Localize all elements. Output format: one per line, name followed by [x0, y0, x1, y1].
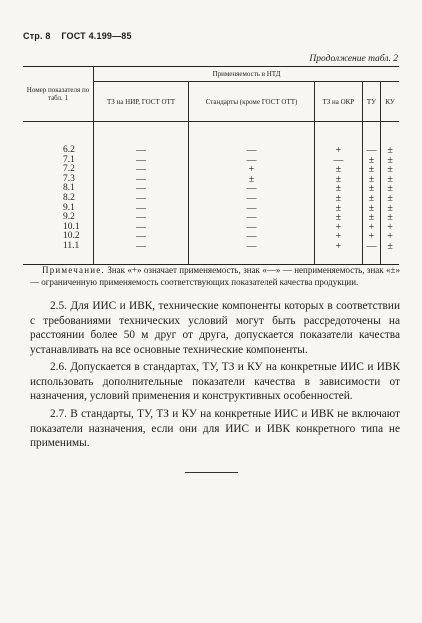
table-row [23, 175, 399, 185]
row-number: 11.1 [23, 242, 94, 252]
column-header-ku: КУ [381, 82, 399, 122]
table-cell: ± [362, 213, 381, 223]
table-cell: — [94, 213, 189, 223]
table-cell: ± [381, 184, 399, 194]
table-cell: ± [189, 175, 315, 185]
applicability-table [23, 66, 399, 265]
table-cell: — [189, 232, 315, 242]
table-row [23, 194, 399, 204]
table-cell: — [94, 184, 189, 194]
table-cell: — [94, 223, 189, 233]
table-cell: — [314, 156, 362, 166]
row-number: 9.2 [23, 213, 94, 223]
paragraph-2-6 [30, 360, 400, 404]
table-cell: — [189, 184, 315, 194]
table-cell: — [94, 165, 189, 175]
table-row [23, 184, 399, 194]
table-cell: ± [314, 194, 362, 204]
table-cell: + [381, 223, 399, 233]
table-cell: — [189, 223, 315, 233]
table-cell: — [189, 242, 315, 252]
table-cell: — [362, 146, 381, 156]
table-cell: ± [362, 194, 381, 204]
row-number: 7.1 [23, 156, 94, 166]
table-cell: + [314, 232, 362, 242]
table-row [23, 156, 399, 166]
table-cell: ± [381, 242, 399, 252]
table-note [30, 264, 400, 288]
table-cell: ± [362, 184, 381, 194]
table-cell: + [362, 232, 381, 242]
table-cell: ± [381, 213, 399, 223]
table-cell: ± [362, 156, 381, 166]
table-row [23, 204, 399, 214]
row-number: 7.2 [23, 165, 94, 175]
table-cell: — [189, 156, 315, 166]
end-rule [185, 472, 238, 473]
table-cell: ± [362, 165, 381, 175]
table-cell: ± [314, 175, 362, 185]
column-header-tu: ТУ [362, 82, 381, 122]
column-header-indicator: Номер показателя по табл. 1 [23, 67, 94, 122]
table-cell: ± [381, 165, 399, 175]
table-continuation-label: Продолжение табл. 2 [309, 54, 398, 64]
table-cell: — [189, 146, 315, 156]
paragraph-text: 2.6. Допускается в стандартах, ТУ, ТЗ и КУ на конкретные ИИС и ИВК использовать дополнительные показатели качества в зависимости от назначения, условий применения и конструктивных особенностей. [30, 361, 400, 403]
table-cell: ± [362, 175, 381, 185]
table-cell: ± [314, 184, 362, 194]
table-cell: ± [314, 204, 362, 214]
row-number: 7.3 [23, 175, 94, 185]
table-cell: — [362, 242, 381, 252]
table-cell: — [94, 204, 189, 214]
table-cell: — [189, 194, 315, 204]
table-cell: — [94, 242, 189, 252]
table-cell: + [189, 165, 315, 175]
table-cell: ± [381, 175, 399, 185]
row-number: 9.1 [23, 204, 94, 214]
table-cell: — [94, 232, 189, 242]
paragraph-text: 2.5. Для ИИС и ИВК, технические компоненты которых в соответствии с требованиями технических условий могут быть рассредоточены на расстоянии более 50 м друг от друга, допускается показатели качества устанавливать на все основные технические компоненты. [30, 300, 400, 357]
table-cell: ± [362, 204, 381, 214]
table-row [23, 165, 399, 175]
table-cell: + [314, 242, 362, 252]
table-cell: — [94, 146, 189, 156]
row-number: 10.1 [23, 223, 94, 233]
paragraph-2-7 [30, 407, 400, 451]
table-cell: — [94, 175, 189, 185]
row-number: 8.2 [23, 194, 94, 204]
table-cell: — [94, 194, 189, 204]
row-number: 8.1 [23, 184, 94, 194]
table-cell: + [314, 223, 362, 233]
paragraph-2-5 [30, 299, 400, 358]
table-cell: — [189, 213, 315, 223]
note-label: Примечание. [42, 265, 105, 275]
paragraph-text: 2.7. В стандарты, ТУ, ТЗ и КУ на конкретные ИИС и ИВК не включают показатели назначения, если они для ИИС и ИВК конкретного типа не применимы. [30, 408, 400, 450]
page-number: Стр. 8 [23, 31, 51, 41]
table-row [23, 232, 399, 242]
column-header-tz-nir: ТЗ на НИР, ГОСТ ОТТ [94, 82, 189, 122]
table-cell: ± [381, 194, 399, 204]
table-row [23, 242, 399, 252]
row-number: 10.2 [23, 232, 94, 242]
table-cell: ± [381, 146, 399, 156]
column-header-tz-okr: ТЗ на ОКР [314, 82, 362, 122]
row-number: 6.2 [23, 146, 94, 156]
table-cell: ± [381, 204, 399, 214]
page-header [23, 31, 132, 41]
table-cell: + [314, 146, 362, 156]
table-cell: ± [314, 213, 362, 223]
table-cell: ± [381, 156, 399, 166]
table-cell: ± [314, 165, 362, 175]
table-cell: + [362, 223, 381, 233]
table-cell: — [189, 204, 315, 214]
table-cell: — [94, 156, 189, 166]
standard-code: ГОСТ 4.199—85 [61, 31, 132, 41]
note-text: Знак «+» означает применяемость, знак «—» — неприменяемость, знак «±» — ограниченную применяемость соответствующих показателей качества продукции. [30, 265, 400, 287]
column-group-header: Применяемость в НТД [94, 67, 400, 82]
table-cell: + [381, 232, 399, 242]
column-header-standards: Стандарты (кроме ГОСТ ОТТ) [189, 82, 315, 122]
